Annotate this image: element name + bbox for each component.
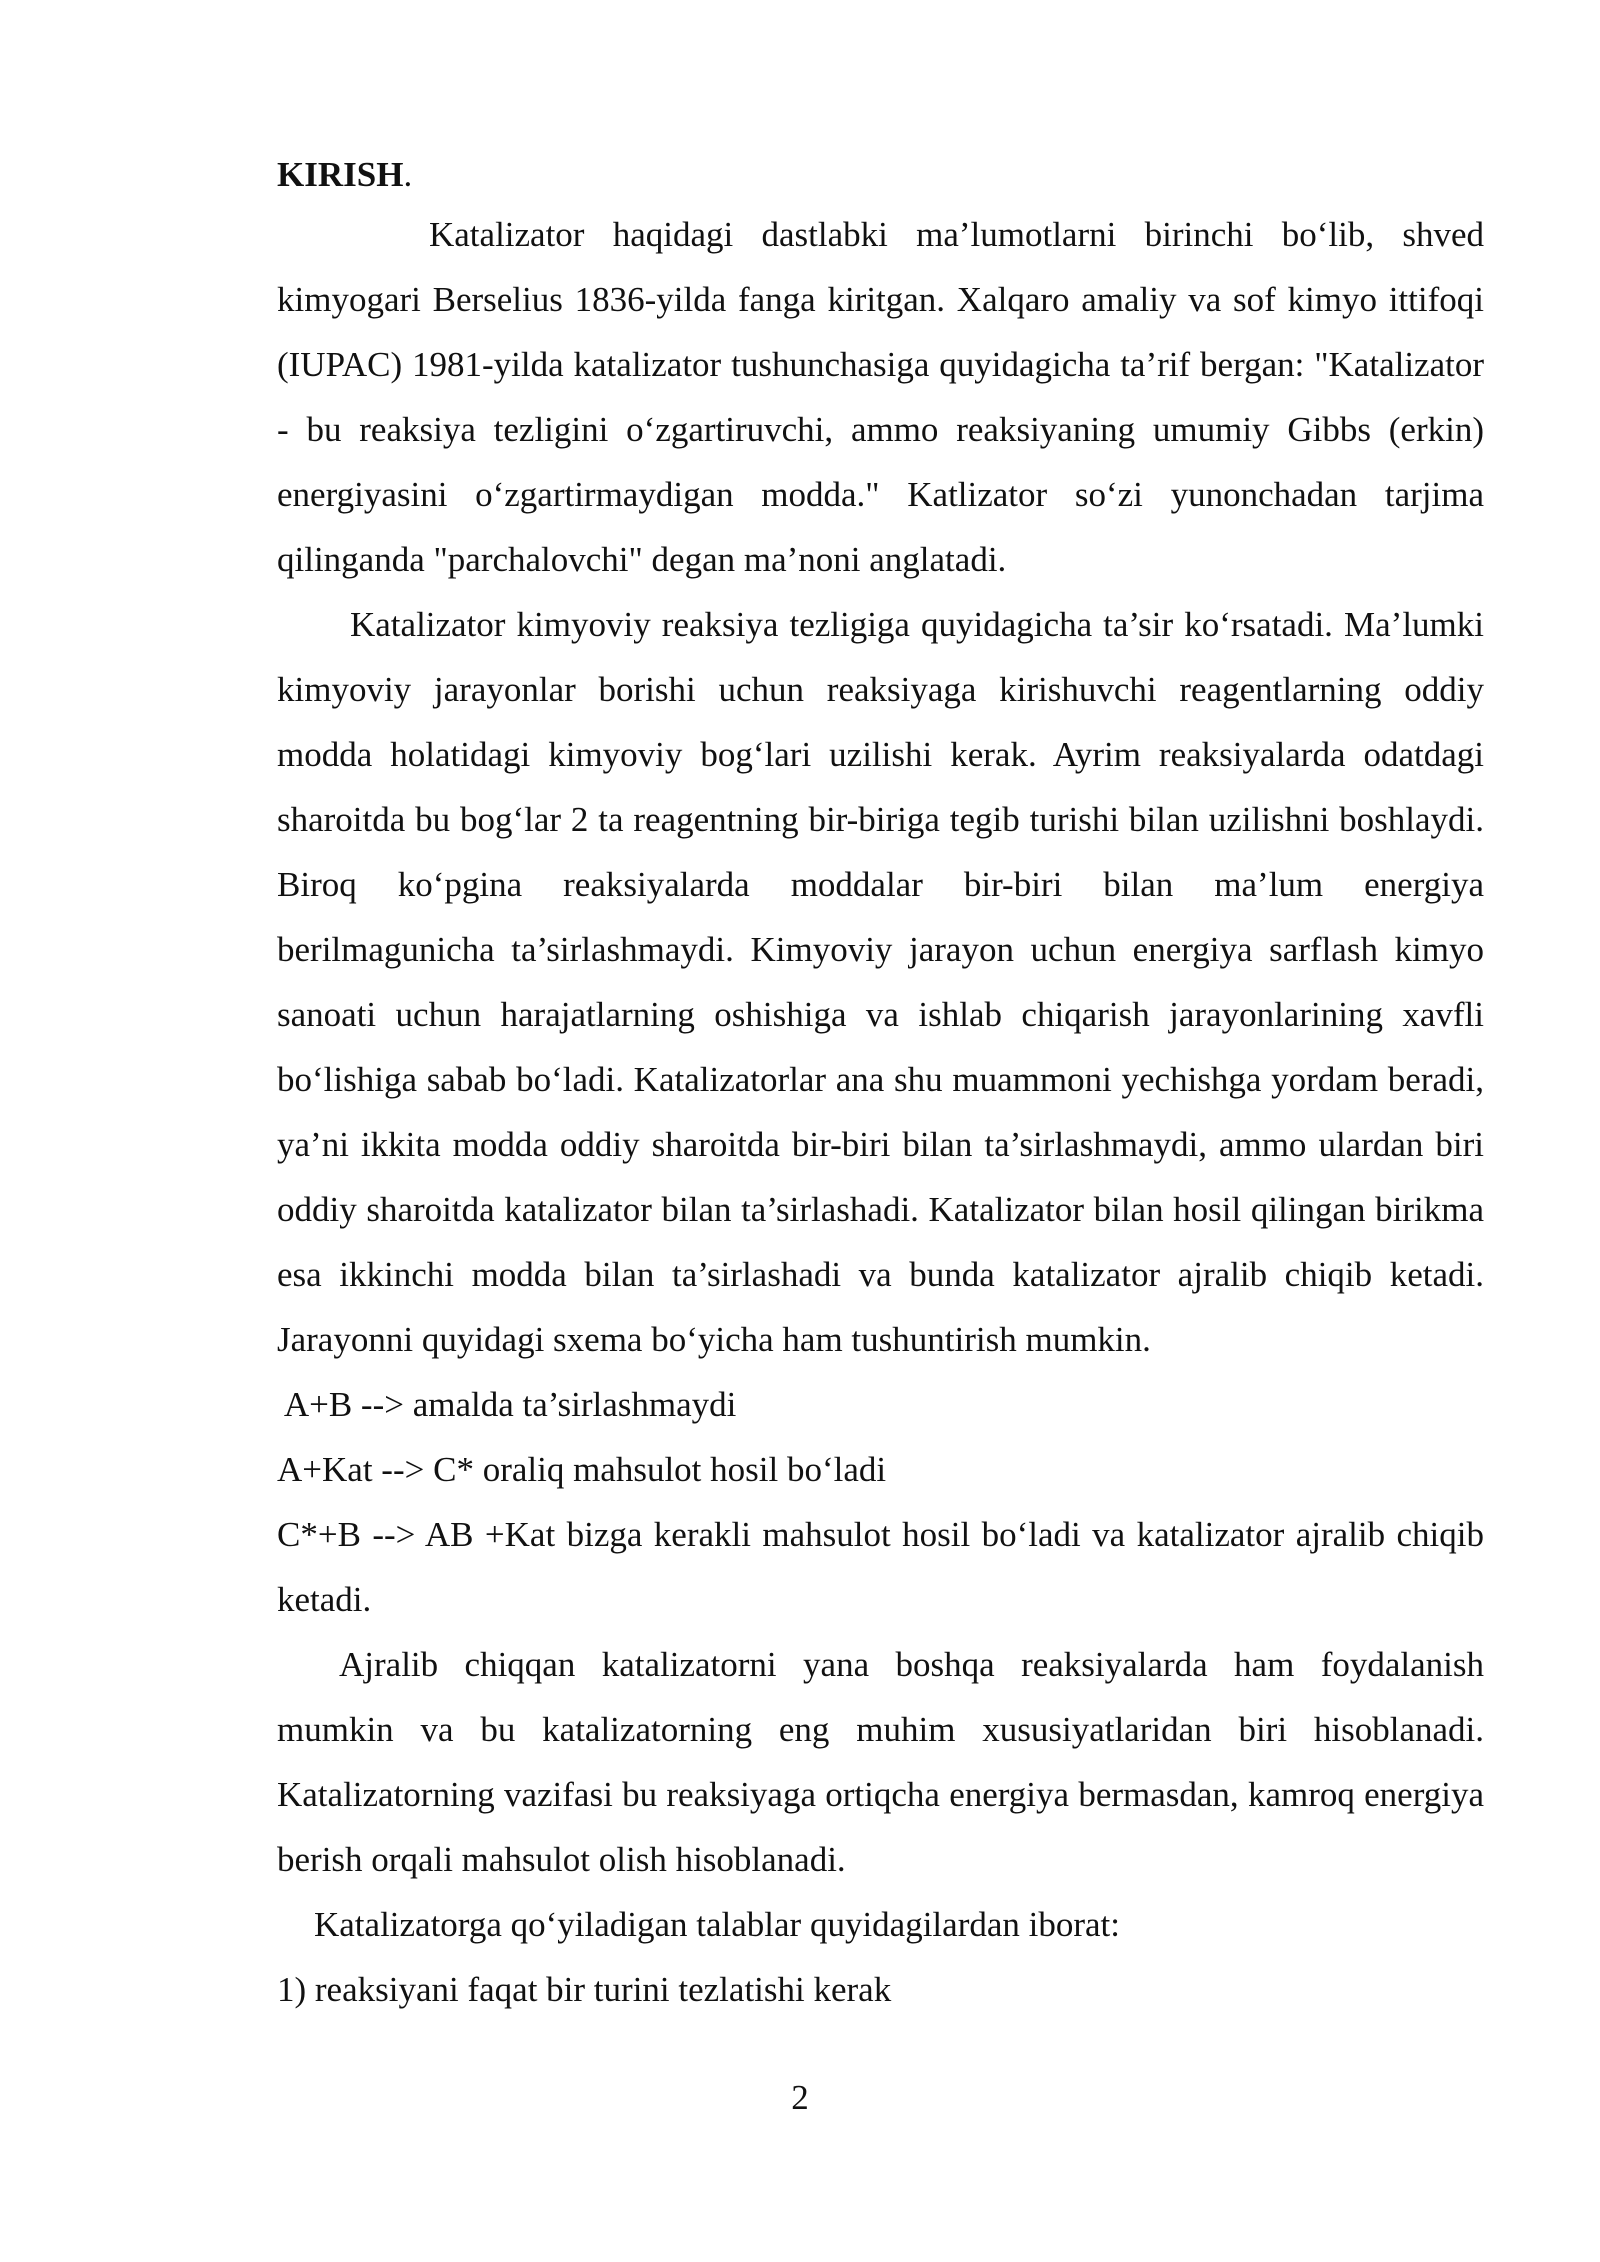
heading-punctuation: . <box>403 155 413 194</box>
heading-text: KIRISH <box>277 155 404 194</box>
page-body <box>277 148 1484 2022</box>
paragraph-intro: Katalizator haqidagi dastlabki ma’lumotlarni birinchi bo‘lib, shved kimyogari Berselius 1836-yilda fanga kiritgan. Xalqaro amaliy va sof kimyo ittifoqi (IUPAC) 1981-yilda katalizator tushunchasiga quyidagicha ta’rif bergan: "Katalizator - bu reaksiya tezligini o‘zgartiruvchi, ammo reaksiyaning umumiy Gibbs (erkin) energiyasini o‘zgartirmaydigan modda." Katlizator so‘zi yunonchadan tarjima qilinganda "parchalovchi" degan ma’noni anglatadi. <box>277 215 1484 579</box>
paragraph-requirements: Katalizatorga qo‘yiladigan talablar quyidagilardan iborat: <box>314 1905 1120 1944</box>
page-number: 2 <box>791 2078 809 2117</box>
list-item-1: 1) reaksiyani faqat bir turini tezlatishi kerak <box>277 1970 892 2009</box>
paragraph-catalyst-effect: Katalizator kimyoviy reaksiya tezligiga quyidagicha ta’sir ko‘rsatadi. Ma’lumki kimyoviy jarayonlar borishi uchun reaksiyaga kirishuvchi reagentlarning oddiy modda holatidagi kimyoviy bog‘lari uzilishi kerak. Ayrim reaksiyalarda odatdagi sharoitda bu bog‘lar 2 ta reagentning bir-biriga tegib turishi bilan uzilishni boshlaydi. Biroq ko‘pgina reaksiyalarda moddalar bir-biri bilan ma’lum energiya berilmagunicha ta’sirlashmaydi. Kimyoviy jarayon uchun energiya sarflash kimyo sanoati uchun harajatlarning oshishiga va ishlab chiqarish jarayonlarining xavfli bo‘lishiga sabab bo‘ladi. Katalizatorlar ana shu muammoni yechishga yordam beradi, ya’ni ikkita modda oddiy sharoitda bir-biri bilan ta’sirlashmaydi, ammo ulardan biri oddiy sharoitda katalizator bilan ta’sirlashadi. Katalizator bilan hosil qilingan birikma esa ikkinchi modda bilan ta’sirlashadi va bunda katalizator ajralib chiqib ketadi. Jarayonni quyidagi sxema bo‘yicha ham tushuntirish mumkin. <box>277 605 1484 1359</box>
scheme-line-2: A+Kat --> C* oraliq mahsulot hosil bo‘ladi <box>277 1450 887 1489</box>
scheme-line-1: A+B --> amalda ta’sirlashmaydi <box>277 1385 737 1424</box>
scheme-line-3: C*+B --> AB +Kat bizga kerakli mahsulot hosil bo‘ladi va katalizator ajralib chiqib ketadi. <box>277 1515 1484 1619</box>
paragraph-reuse: Ajralib chiqqan katalizatorni yana boshqa reaksiyalarda ham foydalanish mumkin va bu katalizatorning eng muhim xususiyatlaridan biri hisoblanadi. Katalizatorning vazifasi bu reaksiyaga ortiqcha energiya bermasdan, kamroq energiya berish orqali mahsulot olish hisoblanadi. <box>277 1645 1484 1879</box>
section-heading <box>277 148 1484 202</box>
